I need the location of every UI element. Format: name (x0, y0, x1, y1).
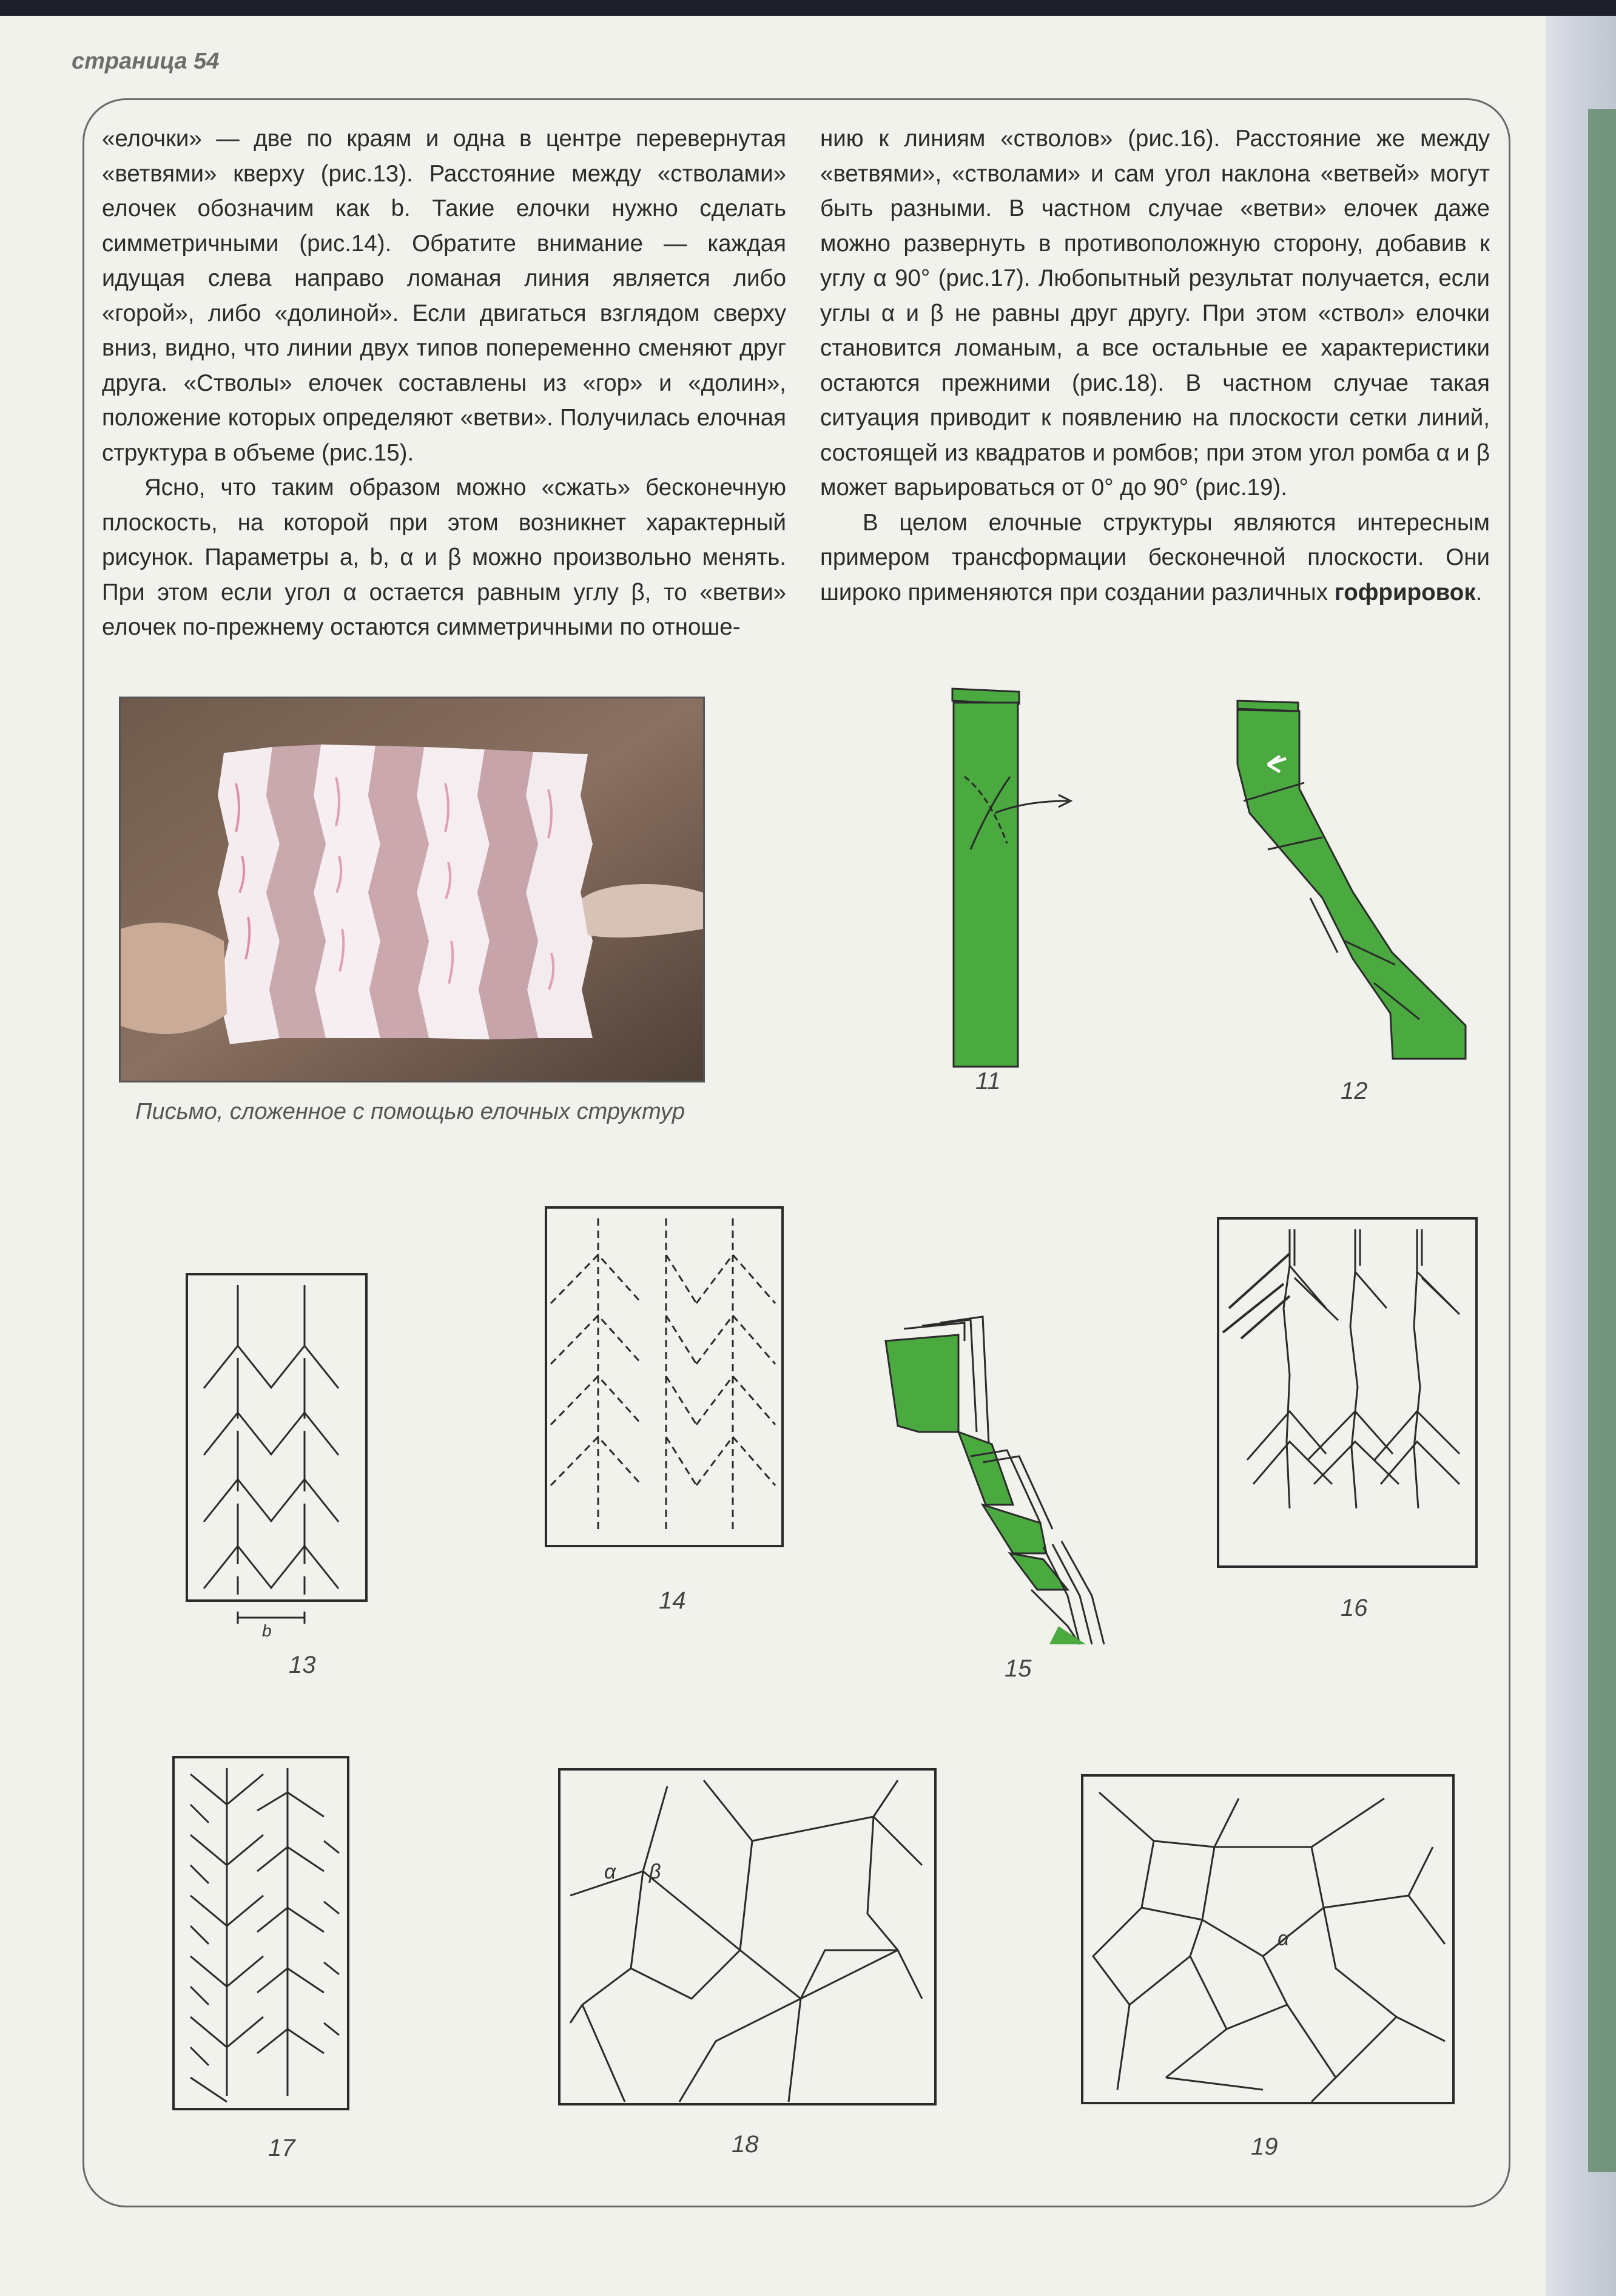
figure-17-number: 17 (268, 2135, 295, 2161)
folded-letter-photo-drawing (121, 698, 703, 1081)
figure-13-mark-b: b (262, 1621, 272, 1640)
figure-15-number: 15 (1005, 1655, 1032, 1682)
paragraph-left-1: «елочки» — две по краям и одна в центре перевернутая «ветвями» кверху (рис.13). Расстояние между «стволами» елочек обозначим как b. Такие елочки нужно сделать симметричными (рис.14). Обратите внимание — каждая идущая слева направо ломаная линия является либо «горой», либо «долиной». Если двигаться взглядом сверху вниз, видно, что линии двух типов попеременно сменяют друг друга. «Стволы» елочек составлены из «гор» и «долин», положение которых определяют «ветви». Получилась елочная структура в объеме (рис.15). (102, 126, 786, 466)
figure-11-number: 11 (975, 1068, 1001, 1095)
figure-18-drawing (558, 1768, 946, 2114)
figure-18-number: 18 (732, 2131, 759, 2158)
figure-18-mark-beta: β (649, 1860, 661, 1883)
paragraph-right-2 (820, 505, 1490, 610)
figure-16-number: 16 (1341, 1595, 1368, 1621)
paragraph-right-1: нию к линиям «стволов» (рис.16). Расстояние же между «ветвями», «стволами» и сам угол наклона «ветвей» могут быть разными. В частном случае «ветви» елочек даже можно развернуть в противоположную сторону, добавив к углу α 90° (рис.17). Любопытный результат получается, если углы α и β не равны друг другу. При этом «ствол» елочки становится ломаным, а все остальные ее характеристики остаются прежними (рис.18). В частном случае такая ситуация приводит к появлению на плоскости сетки линий, состоящей из квадратов и ромбов; при этом угол ромба α и β может варьироваться от 0° до 90° (рис.19). (820, 126, 1490, 501)
figure-13-number: 13 (289, 1652, 316, 1678)
paragraph-right-2-term: гофрировок (1334, 579, 1476, 606)
text-column-left (102, 121, 786, 645)
figure-15-drawing (886, 1305, 1153, 1644)
figure-16-drawing (1217, 1217, 1484, 1575)
figure-14-number: 14 (659, 1587, 686, 1614)
next-page-image-strip (1588, 109, 1616, 2172)
folded-letter-photo (119, 697, 705, 1082)
paragraph-right-2-end: . (1475, 579, 1483, 606)
figure-19-drawing (1081, 1774, 1463, 2114)
paragraph-right-2-text: В целом елочные структуры являются интересным примером трансформации бесконечной плоскости. Они широко применяются при создании различных (820, 509, 1490, 606)
photo-caption: Письмо, сложенное с помощью елочных структур (135, 1099, 685, 1124)
figure-17-drawing (172, 1756, 354, 2120)
figure-13-drawing (186, 1273, 374, 1649)
figure-12-number: 12 (1341, 1078, 1368, 1104)
figure-12-drawing (1231, 698, 1474, 1074)
text-column-right (820, 121, 1490, 610)
page-number-label: страница 54 (72, 49, 220, 74)
figure-14-drawing (545, 1206, 787, 1558)
top-dark-bar (0, 0, 1616, 16)
figure-19-mark-alpha: α (1278, 1927, 1290, 1950)
paragraph-left-2: Ясно, что таким образом можно «сжать» бесконечную плоскость, на которой при этом возникнет характерный рисунок. Параметры a, b, α и β можно произвольно менять. При этом если угол α остается равным углу β, то «ветви» елочек по-прежнему остаются симметричными по отноше- (102, 474, 786, 640)
figure-18-mark-alpha: α (604, 1860, 616, 1883)
figure-19-number: 19 (1251, 2133, 1278, 2160)
figure-11-drawing (934, 686, 1080, 1062)
